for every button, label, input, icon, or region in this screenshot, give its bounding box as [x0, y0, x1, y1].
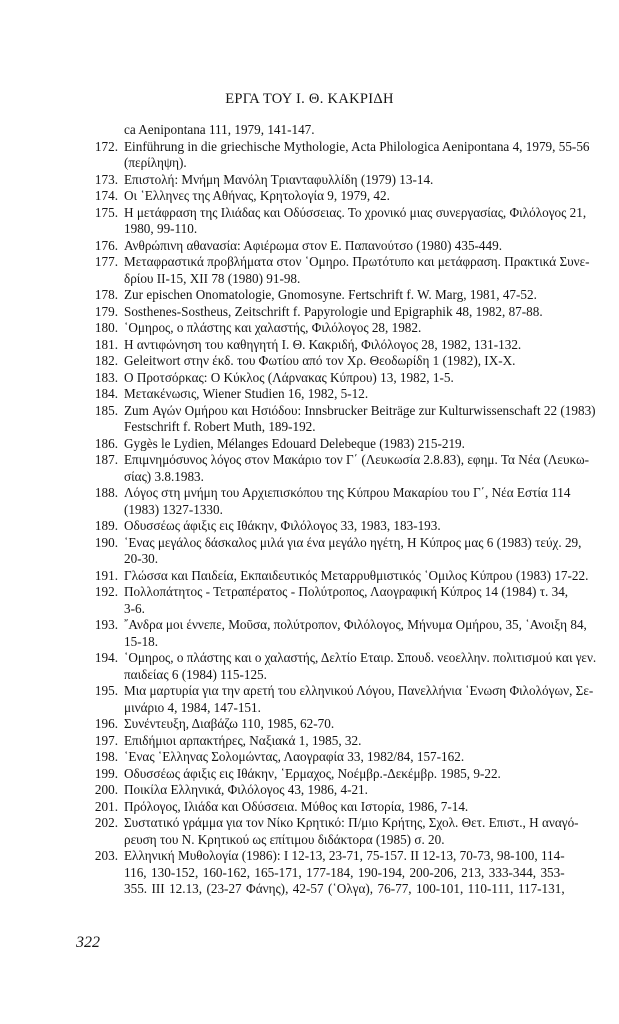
- page-title: ΕΡΓΑ ΤΟΥ Ι. Θ. ΚΑΚΡΙΔΗ: [225, 91, 394, 107]
- entry-text: [124, 617, 587, 650]
- entry-number: 191.: [94, 567, 118, 583]
- bibliography-list: [82, 122, 597, 898]
- entry-text: [124, 304, 562, 321]
- entry-number: 195.: [94, 683, 118, 698]
- entry-line: Ο Προτσόρκας: Ο Κύκλος (Λάρνακας Κύπρου) 13, 1982, 1-5.: [124, 369, 454, 385]
- bibliography-entry: [82, 518, 562, 535]
- entry-number: 179.: [94, 303, 118, 319]
- entry-line: Επιμνημόσυνος λόγος στον Μακάριο τον Γ΄ (Λευκωσία 2.8.83), εφημ. Τα Νέα (Λευκω-: [124, 452, 590, 467]
- entry-number: 175.: [94, 204, 118, 220]
- entry-line: Geleitwort στην έκδ. του Φωτίου από τον Χρ. Θεοδωρίδη 1 (1982), IX-X.: [124, 353, 516, 368]
- page-number: 322: [76, 934, 100, 951]
- entry-line: Οδυσσέως άφιξις εις Ιθάκην, Φιλόλογος 33, 1983, 183-193.: [124, 518, 441, 533]
- bibliography-entry: [82, 287, 562, 304]
- entry-line: Ποικίλα Ελληνικά, Φιλόλογος 43, 1986, 4-21.: [124, 782, 368, 797]
- entry-number: 200.: [94, 782, 118, 797]
- bibliography-entry: [82, 402, 596, 436]
- entry-text: [124, 568, 588, 585]
- entry-number: 201.: [94, 798, 118, 814]
- entry-line: Zum Αγών Ομήρου και Ησιόδου: Innsbrucker Beiträge zur Kulturwissenschaft 22 (1983): [124, 402, 596, 418]
- entry-line: ῎Ανδρα μοι έννεπε, Μοῦσα, πολύτροπον, Φιλόλογος, Μήνυμα Ομήρου, 35, ῾Ανοιξη 84,: [124, 617, 587, 632]
- bibliography-entry: [82, 716, 562, 733]
- entry-line: Μια μαρτυρία για την αρετή του ελληνικού Λόγου, Πανελλήνια ῾Ενωση Φιλολόγων, Σε-: [124, 683, 594, 698]
- entry-text: [124, 485, 570, 518]
- entry-number: 193.: [94, 617, 118, 632]
- bibliography-entry: [82, 799, 562, 816]
- entry-text: [124, 815, 579, 848]
- entry-line: Πολλοπάτητος - Τετραπέρατος - Πολύτροπος, Λαογραφική Κύπρος 14 (1984) τ. 34,: [124, 584, 569, 599]
- entry-number: 198.: [94, 749, 118, 764]
- bibliography-entry: [82, 204, 587, 238]
- entry-line: παιδείας 6 (1984) 115-125.: [124, 666, 267, 682]
- entry-number: 203.: [94, 848, 118, 863]
- entry-number: 188.: [94, 485, 118, 500]
- bibliography-entry: [82, 683, 594, 716]
- entry-text: [124, 139, 590, 172]
- entry-text: [124, 848, 565, 898]
- entry-line: Μετακένωσις, Wiener Studien 16, 1982, 5-12.: [124, 386, 369, 401]
- entry-text: [124, 782, 562, 799]
- bibliography-entry: [82, 848, 565, 898]
- entry-line: Μεταφραστικά προβλήματα στον ῾Ομηρο. Πρωτότυπο και μετάφραση. Πρακτικά Συνε-: [124, 254, 590, 269]
- entry-line: δρίου ΙΙ-15, ΧΙΙ 78 (1980) 91-98.: [124, 270, 301, 286]
- entry-number: 177.: [94, 254, 118, 269]
- bibliography-entry: [82, 567, 589, 585]
- entry-line: μινάριο 4, 1984, 147-151.: [124, 699, 261, 715]
- bibliography-entry: [82, 188, 562, 205]
- entry-text: [124, 436, 562, 453]
- entry-number: 202.: [94, 815, 118, 830]
- entry-number: 173.: [94, 171, 118, 187]
- entry-line: ρευση του Ν. Κρητικού ως επίτιμου διδάκτορα (1985) σ. 20.: [124, 831, 445, 847]
- entry-line: Sosthenes-Sostheus, Zeitschrift f. Papyrologie und Epigraphik 48, 1982, 87-88.: [124, 303, 543, 319]
- entry-text: [124, 205, 586, 238]
- entry-text: [124, 172, 562, 189]
- entry-line: Πρόλογος, Ιλιάδα και Οδύσσεια. Μύθος και Ιστορία, 1986, 7-14.: [124, 798, 469, 814]
- entry-line: 1980, 99-110.: [124, 221, 198, 236]
- entry-number: 174.: [94, 188, 118, 203]
- entry-line: Οι ῾Ελληνες της Αθήνας, Κρητολογία 9, 1979, 42.: [124, 188, 390, 203]
- entry-text: [124, 337, 562, 354]
- bibliography-entry: [82, 436, 562, 453]
- entry-line: 15-18.: [124, 633, 159, 649]
- bibliography-entry: [82, 320, 562, 337]
- entry-text: [124, 733, 562, 750]
- entry-line: ῾Ομηρος, ο πλάστης και χαλαστής, Φιλόλογος 28, 1982.: [124, 320, 422, 335]
- entry-number: 199.: [94, 765, 118, 781]
- entry-text: [124, 320, 562, 337]
- entry-line: ca Aenipontana 111, 1979, 141-147.: [124, 122, 315, 137]
- entry-number: 176.: [94, 237, 118, 253]
- entry-line: ῾Ενας μεγάλος δάσκαλος μιλά για ένα μεγάλο ηγέτη, Η Κύπρος μας 6 (1983) τεύχ. 29,: [124, 534, 582, 550]
- bibliography-entry: [82, 733, 562, 750]
- entry-number: 184.: [94, 386, 118, 401]
- bibliography-entry: [82, 254, 590, 287]
- entry-number: 181.: [94, 336, 118, 352]
- entry-line: Η μετάφραση της Ιλιάδας και Οδύσσειας. Το χρονικό μιας συνεργασίας, Φιλόλογος 21,: [124, 204, 587, 220]
- entry-line: Festschrift f. Robert Muth, 189-192.: [124, 419, 316, 434]
- entry-number: 182.: [94, 353, 118, 368]
- entry-line: 20-30.: [124, 551, 159, 566]
- entry-text: [124, 370, 562, 387]
- entry-line: Επιδήμιοι αρπακτήρες, Ναξιακά 1, 1985, 32.: [124, 732, 362, 748]
- bibliography-entry: [82, 122, 562, 139]
- entry-number: 185.: [94, 402, 118, 418]
- bibliography-entry: [82, 815, 579, 848]
- entry-number: 172.: [94, 138, 118, 154]
- bibliography-entry: [82, 452, 590, 485]
- entry-line: ῾Ενας ῾Ελληνας Σολομώντας, Λαογραφία 33, 1982/84, 157-162.: [124, 749, 465, 764]
- entry-line: (περίληψη).: [124, 155, 187, 170]
- entry-number: 178.: [94, 287, 118, 302]
- entry-text: [124, 353, 562, 370]
- entry-number: 192.: [94, 584, 118, 599]
- bibliography-entry: [82, 584, 569, 617]
- entry-line: Ελληνική Μυθολογία (1986): Ι 12-13, 23-71, 75-157. ΙΙ 12-13, 70-73, 98-100, 114-: [124, 848, 565, 863]
- bibliography-entry: [82, 353, 562, 370]
- entry-text: [124, 518, 562, 535]
- entry-number: 186.: [94, 435, 118, 451]
- entry-line: 3-6.: [124, 600, 145, 616]
- entry-text: [124, 799, 562, 816]
- entry-line: Συνέντευξη, Διαβάζω 110, 1985, 62-70.: [124, 716, 335, 731]
- bibliography-entry: [82, 138, 590, 172]
- bibliography-entry: [82, 386, 562, 403]
- entry-line: Συστατικό γράμμα για τον Νίκο Κρητικό: Π/μιο Κρήτης, Σχολ. Θετ. Επιστ., Η αναγό-: [124, 815, 579, 830]
- entry-number: 187.: [94, 452, 118, 467]
- entry-number: 180.: [94, 320, 118, 335]
- entry-text: [124, 716, 562, 733]
- bibliography-entry: [82, 749, 562, 766]
- entry-text: [124, 254, 590, 287]
- entry-line: 116, 130-152, 160-162, 165-171, 177-184, 190-194, 200-206, 213, 333-344, 353-: [124, 864, 565, 880]
- entry-text: [124, 535, 581, 568]
- bibliography-entry: [82, 617, 587, 650]
- entry-line: (1983) 1327-1330.: [124, 501, 223, 517]
- entry-text: [124, 766, 562, 783]
- entry-number: 183.: [94, 369, 118, 385]
- bibliography-entry: [82, 650, 597, 683]
- entry-text: [124, 584, 568, 617]
- bibliography-entry: [82, 304, 562, 321]
- entry-line: Λόγος στη μνήμη του Αρχιεπισκόπου της Κύπρου Μακαρίου του Γ΄, Νέα Εστία 114: [124, 485, 571, 500]
- entry-line: Ανθρώπινη αθανασία: Αφιέρωμα στον Ε. Παπανούτσο (1980) 435-449.: [124, 237, 503, 253]
- entry-text: [124, 386, 562, 403]
- entry-text: [124, 287, 562, 304]
- entry-number: 197.: [94, 732, 118, 748]
- entry-line: Η αντιφώνηση του καθηγητή Ι. Θ. Κακριδή, Φιλόλογος 28, 1982, 131-132.: [124, 336, 522, 352]
- entry-text: [124, 683, 593, 716]
- bibliography-entry: [82, 534, 582, 568]
- entry-text: [124, 452, 589, 485]
- bibliography-entry: [82, 370, 562, 387]
- entry-number: 194.: [94, 650, 118, 665]
- entry-line: Οδυσσέως άφιξις εις Ιθάκην, ῾Ερμαχος, Νοέμβρ.-Δεκέμβρ. 1985, 9-22.: [124, 765, 501, 781]
- bibliography-entry: [82, 238, 562, 255]
- entry-text: [124, 122, 562, 139]
- entry-text: [124, 650, 596, 683]
- bibliography-entry: [82, 766, 562, 783]
- entry-line: 355. ΙΙΙ 12.13, (23-27 Φάνης), 42-57 (῾Ολγα), 76-77, 100-101, 110-111, 117-131,: [124, 881, 565, 896]
- entry-number: 190.: [94, 534, 118, 550]
- entry-line: Gygès le Lydien, Mélanges Edouard Delebeque (1983) 215-219.: [124, 435, 465, 451]
- entry-line: ῾Ομηρος, ο πλάστης και ο χαλαστής, Δελτίο Εταιρ. Σπουδ. νεοελλην. πολιτισμού και γεν.: [124, 650, 597, 665]
- bibliography-entry: [82, 337, 562, 354]
- entry-line: Zur epischen Onomatologie, Gnomosyne. Fertschrift f. W. Marg, 1981, 47-52.: [124, 287, 537, 302]
- entry-text: [124, 749, 562, 766]
- entry-line: Einführung in die griechische Mythologie, Acta Philologica Aenipontana 4, 1979, 55-56: [124, 138, 590, 154]
- entry-line: σίας) 3.8.1983.: [124, 468, 204, 484]
- entry-line: Επιστολή: Μνήμη Μανόλη Τριανταφυλλίδη (1979) 13-14.: [124, 171, 434, 187]
- entry-number: 189.: [94, 518, 118, 533]
- bibliography-entry: [82, 485, 571, 518]
- bibliography-entry: [82, 172, 562, 189]
- entry-text: [124, 238, 562, 255]
- entry-number: 196.: [94, 716, 118, 731]
- bibliography-entry: [82, 782, 562, 799]
- entry-text: [124, 403, 596, 436]
- entry-text: [124, 188, 562, 205]
- entry-line: Γλώσσα και Παιδεία, Εκπαιδευτικός Μεταρρυθμιστικός ῾Ομιλος Κύπρου (1983) 17-22.: [124, 567, 589, 583]
- entry-number: [82, 122, 118, 139]
